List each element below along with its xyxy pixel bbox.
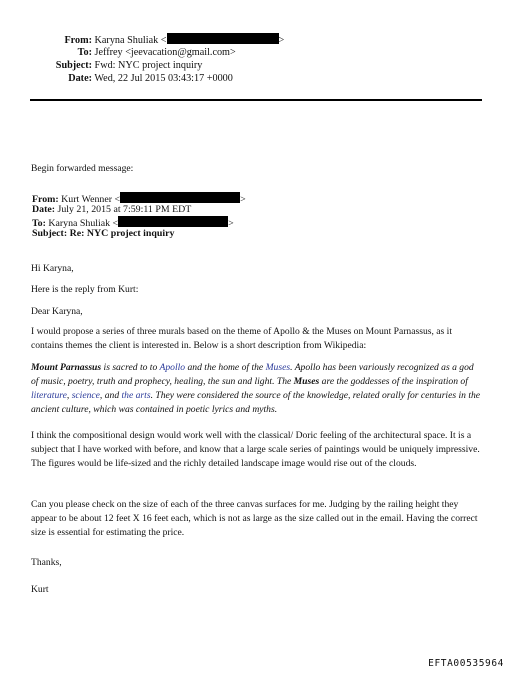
reply-note: Here is the reply from Kurt: — [31, 284, 139, 295]
muses-link[interactable]: Muses — [265, 362, 291, 373]
fwd-date-value: July 21, 2015 at 7:59:11 PM EDT — [57, 204, 192, 215]
fwd-to-value: Karyna Shuliak < — [48, 218, 119, 229]
fwd-to-label: To: — [32, 218, 46, 229]
outer-to-label: To: — [77, 47, 92, 58]
document-id: EFTA00535964 — [428, 658, 504, 669]
muses-term: Muses — [293, 376, 320, 387]
fwd-from-line: From: Kurt Wenner < > — [32, 194, 246, 205]
outer-subject-line — [0, 59, 202, 72]
mount-parnassus-term: Mount Parnassus — [31, 362, 102, 373]
outer-from-value: Karyna Shuliak < — [94, 35, 167, 46]
science-link[interactable]: science — [71, 390, 100, 401]
apollo-link[interactable]: Apollo — [159, 362, 186, 373]
header-divider — [30, 99, 482, 101]
fwd-subject-value: Re: NYC project inquiry — [69, 228, 175, 239]
redaction-box — [120, 192, 240, 203]
redaction-box — [167, 33, 279, 44]
redaction-box — [118, 216, 228, 227]
thanks-line: Thanks, — [31, 557, 62, 568]
forward-intro: Begin forwarded message: — [31, 163, 134, 174]
size-paragraph: Can you please check on the size of each of the three canvas surfaces for me. Judging by the railing height they appear to be about 12 feet X 16 feet each, which is not as large as the size called out in the email. Having the correct size is essential for estimating the price. — [31, 499, 478, 538]
outer-from-label: From: — [64, 35, 92, 46]
propose-paragraph: I would propose a series of three murals based on the theme of Apollo & the Muses on Mount Parnassus, as it contains themes the client is interested in. Below is a short description from Wikipedia: — [31, 326, 452, 351]
outer-from-line: From: Karyna Shuliak < > — [0, 33, 284, 47]
fwd-to-line: To: Karyna Shuliak < > — [32, 218, 234, 229]
fwd-from-value: Kurt Wenner < — [61, 194, 121, 205]
greeting: Hi Karyna, — [31, 263, 74, 274]
outer-date-value: Wed, 22 Jul 2015 03:43:17 +0000 — [94, 73, 233, 84]
wikipedia-quote: Mount Parnassus is sacred to to Apollo and the home of the Muses. Apollo has been variously recognized as a god of music, poetry, truth and prophecy, healing, the sun and light. The Muses are the goddesses of the inspiration of literature, science, and the arts. They were considered the source of the knowledge, related orally for centuries in the ancient culture, which was contained in poetic lyrics and myths. — [31, 362, 481, 415]
dear-line: Dear Karyna, — [31, 306, 83, 317]
literature-link[interactable]: literature — [31, 390, 67, 401]
fwd-date-line — [32, 204, 191, 216]
design-paragraph: I think the compositional design would work well with the classical/ Doric feeling of the architectural space. It is a subject that I have worked with before, and know that a large scale series of paintings would be uniquely impressive. The figures would be life-sized and the richly detailed landscape image would rise out of the clouds. — [31, 430, 480, 469]
fwd-subject-line — [32, 228, 174, 240]
fwd-from-label: From: — [32, 194, 59, 205]
outer-to-line — [0, 46, 236, 59]
arts-link[interactable]: the arts — [121, 390, 151, 401]
outer-date-label: Date: — [68, 73, 92, 84]
fwd-date-label: Date: — [32, 204, 56, 215]
outer-date-line — [0, 72, 233, 85]
outer-to-value: Jeffrey <jeevacation@gmail.com> — [94, 47, 236, 58]
outer-subject-label: Subject: — [55, 60, 92, 71]
fwd-subject-label: Subject: — [32, 228, 68, 239]
outer-subject-value: Fwd: NYC project inquiry — [94, 60, 203, 71]
signoff: Kurt — [31, 584, 49, 595]
